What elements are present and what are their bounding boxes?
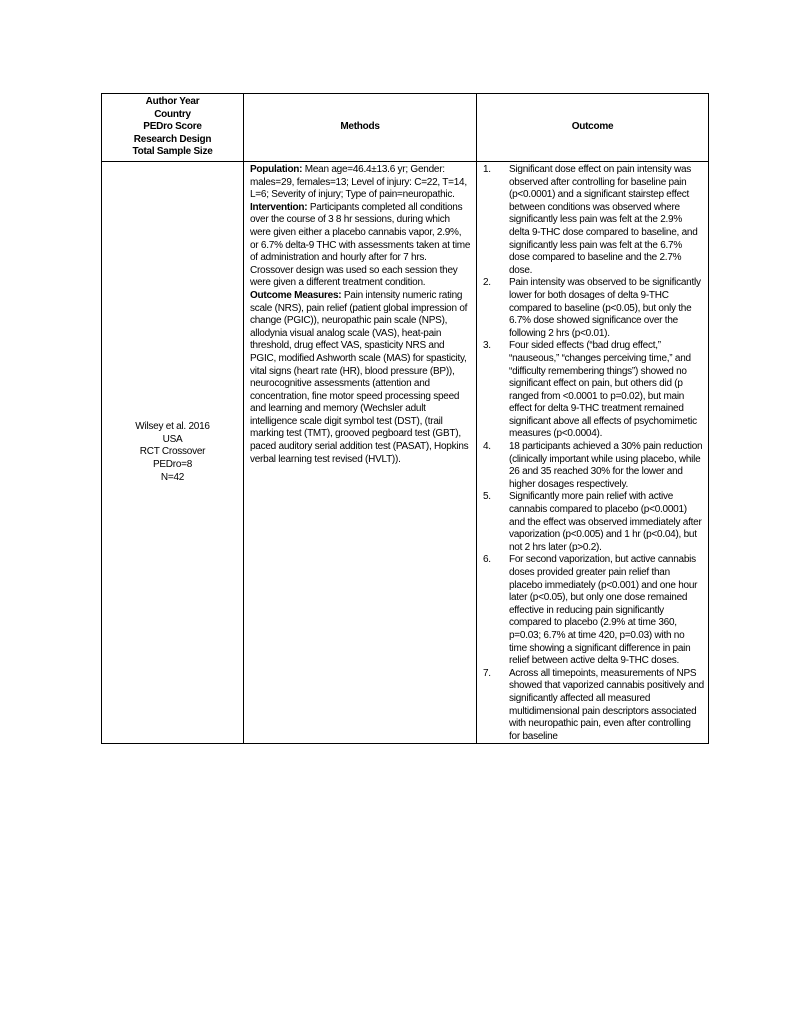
header-study-line: PEDro Score — [143, 121, 202, 133]
header-row — [102, 94, 709, 162]
outcome-number: 2. — [483, 277, 491, 289]
outcome-text: 18 participants achieved a 30% pain reduction (clinically important while using placebo, while 26 and 35 reached 30% for the lower and higher dosages respectively. — [509, 441, 703, 490]
outcome-list — [481, 164, 704, 743]
intervention-label: Intervention: — [250, 201, 308, 213]
header-study-line: Country — [154, 108, 191, 120]
outcome-number: 5. — [483, 491, 491, 503]
header-study-line: Total Sample Size — [132, 146, 213, 158]
methods-cell — [244, 162, 477, 744]
population-text: Mean age=46.4±13.6 yr; Gender: males=29, females=13; Level of injury: C=22, T=14, L=6; Severity of injury; Type of pain=neuropathic. — [250, 164, 467, 201]
outcome-text: Pain intensity was observed to be significantly lower for both dosages of delta 9-THC compared to baseline (p<0.05), but only the 6.7% dose showed significance over the following 2 hrs (p<0.01). — [509, 277, 701, 339]
outcome-item — [481, 554, 704, 667]
header-study — [102, 94, 244, 162]
outcome-item — [481, 441, 704, 491]
header-outcome: Outcome — [477, 94, 709, 162]
outcome-number: 1. — [483, 164, 491, 175]
population-label: Population: — [250, 164, 303, 175]
outcome-number: 7. — [483, 667, 491, 679]
study-pedro: PEDro=8 — [152, 458, 193, 470]
header-study-line: Research Design — [133, 133, 212, 145]
outcome-item — [481, 668, 704, 744]
outcome-item — [481, 491, 704, 554]
study-sample-size: N=42 — [160, 471, 185, 483]
outcome-measures-text: Pain intensity numeric rating scale (NRS), pain relief (patient global impression of change (PGIC)), neuropathic pain scale (NPS), allodynia visual analog scale (VAS), heat-pain threshold, drug effect VAS, spasticity NRS and PGIC, modified Ashworth scale (MAS) for spasticity, vital signs (heart rate (HR), blood pressure (BP)), neurocognitive assessments (attention and concentration, fine motor speed processing speed and learning and memory (Wechsler adult intelligence scale digit symbol test (DST), (trail marking test (TMT), grooved pegboard test (GBT), paced auditory serial addition test (PASAT), Hopkins verbal learning test revised (HVLT)). — [250, 289, 469, 465]
evidence-table — [101, 93, 709, 744]
outcome-number: 4. — [483, 441, 491, 453]
outcome-number: 3. — [483, 340, 491, 352]
outcome-number: 6. — [483, 554, 491, 566]
outcome-item — [481, 164, 704, 277]
outcome-text: Significantly more pain relief with active cannabis compared to placebo (p<0.0001) and the effect was observed immediately after vaporization (p<0.005) and 1 hr (p<0.04), but not 2 hrs later (p>0.2). — [509, 491, 702, 553]
study-cell — [102, 162, 244, 744]
outcome-item — [481, 340, 704, 441]
table-row — [102, 162, 709, 744]
study-country: USA — [162, 433, 183, 445]
outcome-text: Significant dose effect on pain intensity was observed after controlling for baseline pain (p<0.0001) and a significant stairstep effect between conditions was observed where significantly less pain was felt at the 2.9% delta 9-THC dose compared to baseline, and significantly less pain was felt at the 6.7% dose compared to baseline and the 2.7% dose. — [509, 164, 698, 276]
outcome-text: Across all timepoints, measurements of NPS showed that vaporized cannabis positively and significantly affected all measured multidimensional pain descriptors associated with neuropathic pain, even after controlling for baseline — [509, 667, 704, 742]
intervention-text: Participants completed all conditions over the course of 3 8 hr sessions, during which were given either a placebo cannabis vapor, 2.9%, or 6.7% delta-9 THC with assessments taken at time of administration and hourly after for 7 hrs. Crossover design was used so each session they were given a different treatment condition. — [250, 201, 471, 289]
outcome-text: Four sided effects (“bad drug effect,” “nauseous,” “changes perceiving time,” and “difficulty remembering things”) showed no significant effect on pain, but others did (p ranged from <0.0001 to p=0.02), but main effect for delta 9-THC treatment remained significant above all effects of psychomimetic measures (p<0.0004). — [509, 340, 697, 440]
outcome-cell — [477, 162, 709, 744]
outcome-text: For second vaporization, but active cannabis doses provided greater pain relief than placebo immediately (p<0.001) and one hour later (p<0.05), but only one dose remained effective in reducing pain significantly compared to placebo (2.9% at time 360, p=0.03; 6.7% at time 420, p=0.03) with no time showing a significant difference in pain relief between active delta 9-THC doses. — [509, 554, 698, 667]
header-study-line: Author Year — [145, 96, 200, 108]
outcome-item — [481, 277, 704, 340]
outcome-measures-label: Outcome Measures: — [250, 289, 342, 301]
study-author-year: Wilsey et al. 2016 — [135, 421, 210, 433]
header-methods: Methods — [244, 94, 477, 162]
study-design: RCT Crossover — [139, 446, 206, 458]
